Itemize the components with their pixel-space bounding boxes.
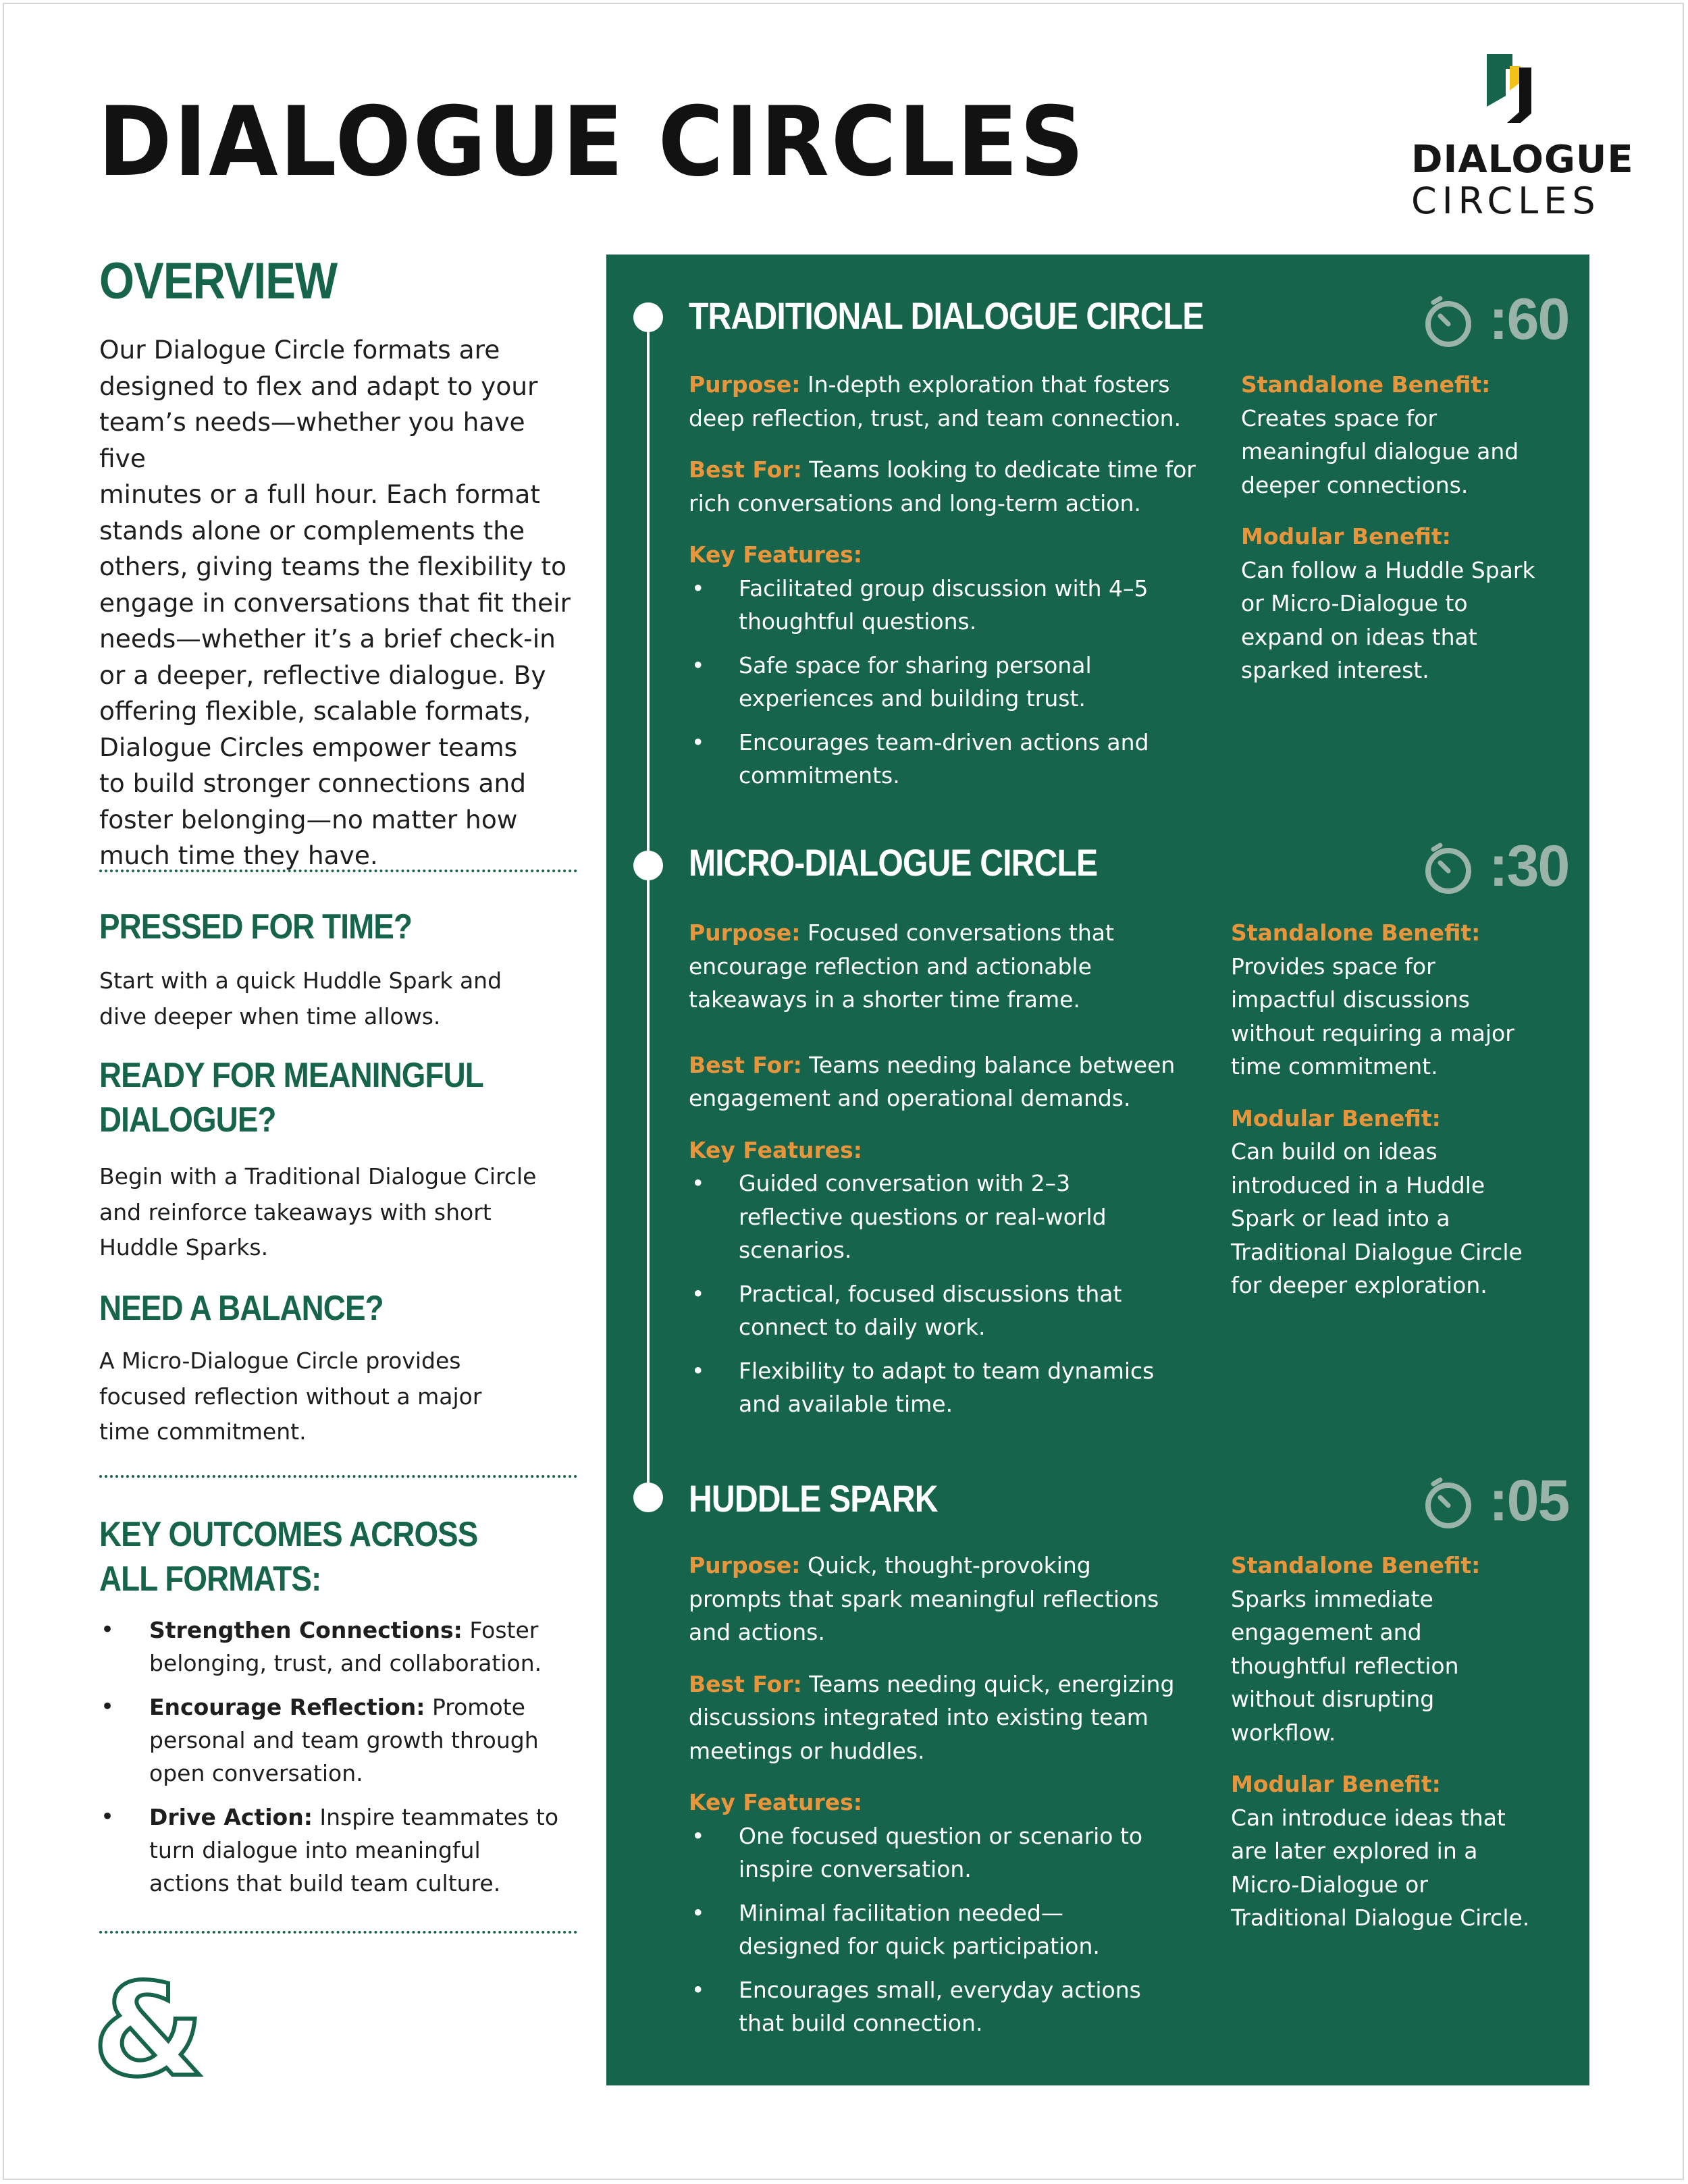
tip-body-pressed (99, 963, 579, 1034)
divider (99, 1931, 577, 1934)
micro-left-col (689, 916, 1202, 1431)
logo-text-top: DIALOGUE (1411, 138, 1634, 182)
best-for-label: Best For: (689, 1051, 802, 1078)
timeline-line (647, 317, 650, 1502)
overview-line: much time they have. (99, 841, 378, 870)
overview-line: to build stronger connections and (99, 768, 527, 798)
stopwatch-icon (1421, 841, 1475, 895)
logo-text-bottom: CIRCLES (1411, 180, 1601, 222)
best-for-text (689, 1668, 1202, 1768)
overview-line: designed to flex and adapt to your (99, 371, 538, 401)
best-for-value: Teams looking to dedicate time for rich conversations and long-term action. (689, 456, 1196, 516)
timer-30 (1421, 836, 1590, 897)
list-item: • Safe space for sharing personal experiences and building trust. (689, 649, 1155, 716)
ampersand-icon (93, 1956, 205, 2105)
outcome-label: Strengthen Connections: (149, 1617, 463, 1643)
list-item: • Practical, focused discussions that connect to daily work. (689, 1277, 1155, 1344)
list-item: • Guided conversation with 2–3 reflective questions or real-world scenarios. (689, 1167, 1155, 1267)
tip-heading-balance: NEED A BALANCE? (99, 1289, 384, 1328)
tip-line: focused reflection without a major (99, 1383, 482, 1410)
purpose-value: Quick, thought-provoking prompts that spark meaningful reflections and actions. (689, 1552, 1159, 1645)
traditional-right-col (1241, 368, 1538, 687)
overview-heading: OVERVIEW (99, 252, 338, 310)
standalone-label: Standalone Benefit: (1241, 371, 1491, 398)
outcomes-heading-line: KEY OUTCOMES ACROSS (99, 1515, 478, 1554)
timer-60 (1421, 289, 1590, 350)
timeline-dot (633, 1483, 663, 1512)
page-title: DIALOGUE CIRCLES (98, 86, 1086, 198)
timer-05 (1421, 1470, 1590, 1531)
standalone-value: Provides space for impactful discussions without requiring a major time commitment. (1231, 953, 1514, 1080)
tip-body-balance (99, 1343, 579, 1450)
list-item: • Encourages small, everyday actions that build connection. (689, 1973, 1155, 2040)
list-item: • Flexibility to adapt to team dynamics and available time. (689, 1354, 1155, 1421)
modular-label: Modular Benefit: (1241, 523, 1451, 550)
tip-line: Huddle Sparks. (99, 1234, 269, 1260)
divider (99, 870, 577, 872)
overview-line: others, giving teams the flexibility to (99, 552, 566, 581)
tip-heading-line: READY FOR MEANINGFUL (99, 1056, 483, 1095)
features-list (689, 1167, 1155, 1421)
stopwatch-icon (1421, 294, 1475, 348)
outcome-label: Drive Action: (149, 1804, 313, 1830)
divider (99, 1475, 577, 1478)
svg-text:&: & (93, 1956, 205, 2105)
list-item: • Encourages team-driven actions and commitments. (689, 726, 1155, 793)
stopwatch-icon (1421, 1476, 1475, 1530)
section-title-traditional: TRADITIONAL DIALOGUE CIRCLE (689, 294, 1204, 337)
purpose-label: Purpose: (689, 1552, 801, 1578)
standalone-value: Creates space for meaningful dialogue and deeper connections. (1241, 404, 1519, 498)
key-features-label: Key Features: (689, 1136, 862, 1163)
overview-line: Our Dialogue Circle formats are (99, 335, 500, 365)
tip-line: and reinforce takeaways with short (99, 1198, 492, 1225)
tip-line: Begin with a Traditional Dialogue Circle (99, 1163, 537, 1190)
list-item (99, 1690, 565, 1790)
key-features-label: Key Features: (689, 1789, 862, 1815)
list-item: • Facilitated group discussion with 4–5 thoughtful questions. (689, 572, 1155, 639)
features-list (689, 1819, 1155, 2040)
features-list (689, 572, 1155, 793)
tip-heading-line: DIALOGUE? (99, 1100, 276, 1140)
modular-label: Modular Benefit: (1231, 1771, 1441, 1797)
section-title-huddle: HUDDLE SPARK (689, 1477, 938, 1520)
outcome-label: Encourage Reflection: (149, 1694, 425, 1720)
modular-label: Modular Benefit: (1231, 1104, 1441, 1131)
purpose-label: Purpose: (689, 371, 801, 398)
overview-body (99, 332, 579, 874)
overview-line: or a deeper, reflective dialogue. By (99, 660, 546, 690)
outcome-text: Inspire teammates to turn dialogue into meaningful actions that build team culture. (149, 1804, 559, 1896)
section-title-micro: MICRO-DIALOGUE CIRCLE (689, 841, 1098, 884)
huddle-left-col (689, 1549, 1202, 2050)
purpose-value: In-depth exploration that fosters deep reflection, trust, and team connection. (689, 371, 1182, 431)
micro-right-col (1231, 916, 1535, 1302)
tip-heading-ready (99, 1053, 521, 1142)
timeline-dot (633, 851, 663, 880)
tip-body-ready (99, 1159, 579, 1266)
outcome-text: Foster belonging, trust, and collaboration. (149, 1617, 542, 1676)
outcomes-heading (99, 1512, 521, 1601)
traditional-left-col (689, 368, 1202, 803)
overview-line: Dialogue Circles empower teams (99, 732, 518, 762)
purpose-text (689, 1549, 1188, 1649)
huddle-right-col (1231, 1549, 1541, 1935)
overview-line: stands alone or complements the (99, 515, 525, 545)
standalone-value: Sparks immediate engagement and thoughtful reflection without disrupting workflow. (1231, 1585, 1459, 1746)
key-features-label: Key Features: (689, 541, 862, 568)
best-for-text (689, 1048, 1202, 1115)
outcomes-list (99, 1614, 565, 1911)
best-for-value: Teams needing balance between engagement and operational demands. (689, 1051, 1176, 1111)
overview-line: engage in conversations that fit their (99, 587, 571, 618)
tip-line: dive deeper when time allows. (99, 1003, 441, 1030)
tip-line: Start with a quick Huddle Spark and (99, 967, 502, 994)
modular-value: Can build on ideas introduced in a Huddle Spark or lead into a Traditional Dialogue Circle for deeper exploration. (1231, 1138, 1523, 1298)
overview-line: foster belonging—no matter how (99, 804, 518, 834)
timer-value: :05 (1489, 1468, 1569, 1533)
list-item: • Minimal facilitation needed—designed for quick participation. (689, 1896, 1155, 1963)
list-item (99, 1614, 565, 1680)
overview-line: minutes or a full hour. Each format (99, 479, 541, 509)
outcomes-heading-line: ALL FORMATS: (99, 1560, 321, 1599)
standalone-label: Standalone Benefit: (1231, 1552, 1481, 1578)
best-for-value: Teams needing quick, energizing discussions integrated into existing team meetings or huddles. (689, 1670, 1175, 1764)
timer-value: :30 (1489, 834, 1569, 899)
purpose-text (689, 368, 1202, 435)
tip-heading-pressed: PRESSED FOR TIME? (99, 907, 413, 947)
tip-line: time commitment. (99, 1418, 307, 1445)
list-item (99, 1801, 565, 1900)
modular-value: Can follow a Huddle Spark or Micro-Dialogue to expand on ideas that sparked interest. (1241, 556, 1535, 683)
purpose-label: Purpose: (689, 920, 801, 946)
timeline-dot (633, 302, 663, 332)
best-for-label: Best For: (689, 456, 802, 483)
best-for-text (689, 453, 1202, 520)
overview-line: needs—whether it’s a brief check-in (99, 624, 556, 654)
overview-line: team’s needs—whether you have five (99, 407, 525, 473)
list-item: • One focused question or scenario to inspire conversation. (689, 1819, 1155, 1886)
overview-line: offering flexible, scalable formats, (99, 696, 531, 726)
purpose-text (689, 916, 1161, 1017)
modular-value: Can introduce ideas that are later explored in a Micro-Dialogue or Traditional Dialogue Circle. (1231, 1804, 1530, 1931)
standalone-label: Standalone Benefit: (1231, 920, 1481, 946)
outcome-text: Promote personal and team growth through open conversation. (149, 1694, 539, 1786)
logo (1411, 47, 1634, 223)
logo-mark-icon (1411, 47, 1600, 135)
tip-line: A Micro-Dialogue Circle provides (99, 1348, 461, 1374)
best-for-label: Best For: (689, 1670, 802, 1697)
purpose-value: Focused conversations that encourage reflection and actionable takeaways in a shorter time frame. (689, 920, 1114, 1013)
timer-value: :60 (1489, 287, 1569, 352)
